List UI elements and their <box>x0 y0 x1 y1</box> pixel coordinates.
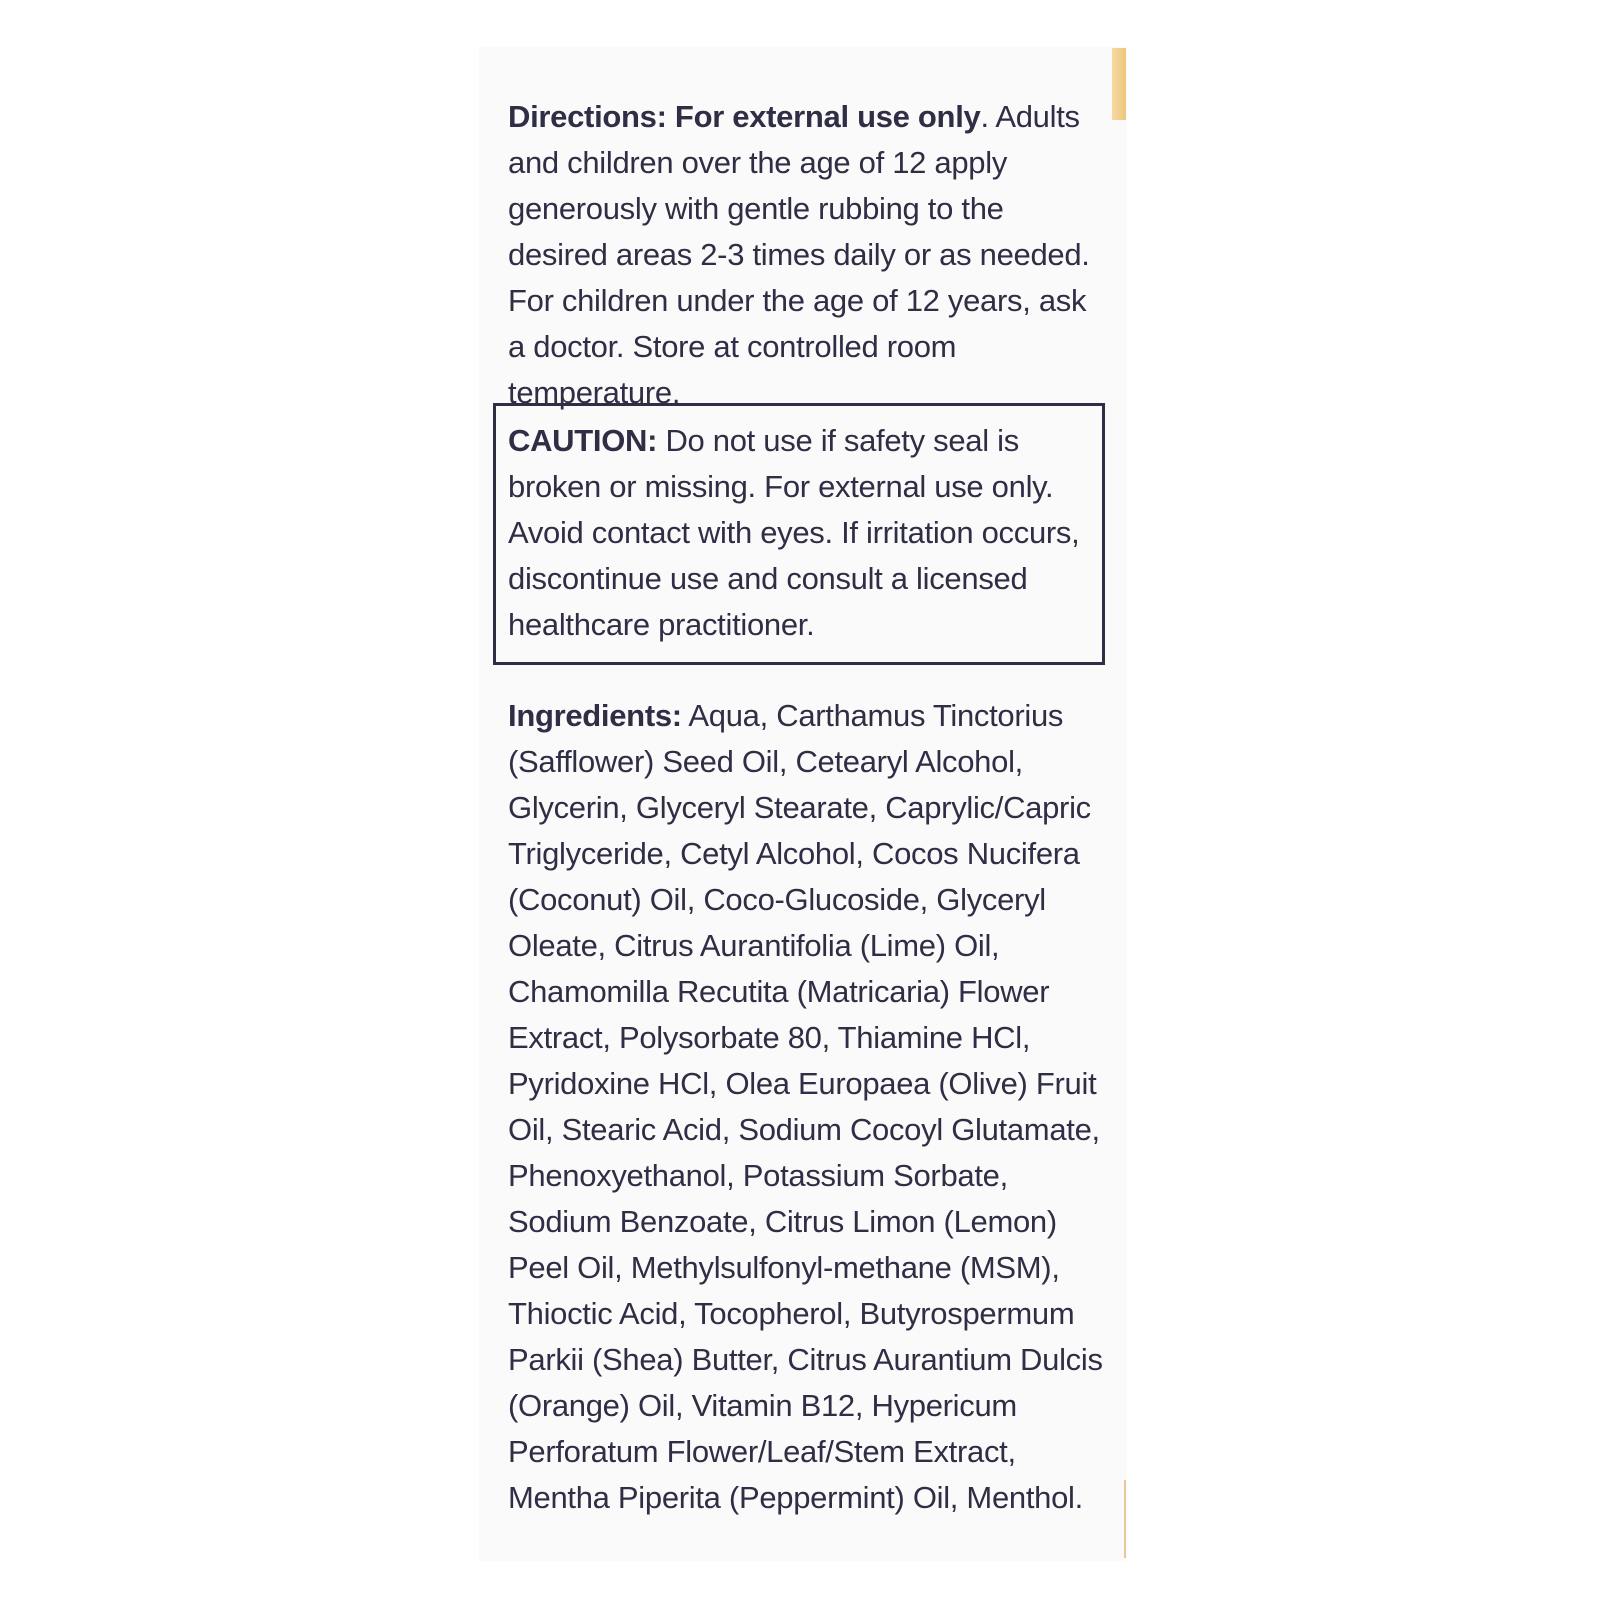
ingredients-section <box>508 693 1108 1521</box>
package-edge-line <box>1124 1480 1126 1558</box>
directions-section <box>508 94 1104 416</box>
package-edge-accent <box>1112 48 1126 120</box>
directions-text: . Adults and children over the age of 12 apply generously with gentle rubbing to the desired areas 2-3 times daily or as needed. For children under the age of 12 years, ask a doctor. Store at controlled room temperature. <box>508 99 1090 410</box>
caution-text: Do not use if safety seal is broken or missing. For external use only. Avoid contact with eyes. If irritation occurs, discontinue use and consult a licensed healthcare practitioner. <box>508 423 1080 642</box>
ingredients-text: Aqua, Carthamus Tinctorius (Safflower) Seed Oil, Cetearyl Alcohol, Glycerin, Glyceryl Stearate, Caprylic/Capric Triglyceride, Cetyl Alcohol, Cocos Nucifera (Coconut) Oil, Coco-Glucoside, Glyceryl Oleate, Citrus Aurantifolia (Lime) Oil, Chamomilla Recutita (Matricaria) Flower Extract, Polysorbate 80, Thiamine HCl, Pyridoxine HCl, Olea Europaea (Olive) Fruit Oil, Stearic Acid, Sodium Cocoyl Glutamate, Phenoxyethanol, Potassium Sorbate, Sodium Benzoate, Citrus Limon (Lemon) Peel Oil, Methylsulfonyl-methane (MSM), Thioctic Acid, Tocopherol, Butyrospermum Parkii (Shea) Butter, Citrus Aurantium Dulcis (Orange) Oil, Vitamin B12, Hypericum Perforatum Flower/Leaf/Stem Extract, Mentha Piperita (Peppermint) Oil, Menthol. <box>508 698 1103 1515</box>
caution-heading: CAUTION: <box>508 423 658 458</box>
ingredients-heading: Ingredients: <box>508 698 682 733</box>
directions-heading: Directions: For external use only <box>508 99 981 134</box>
caution-section <box>508 418 1088 648</box>
